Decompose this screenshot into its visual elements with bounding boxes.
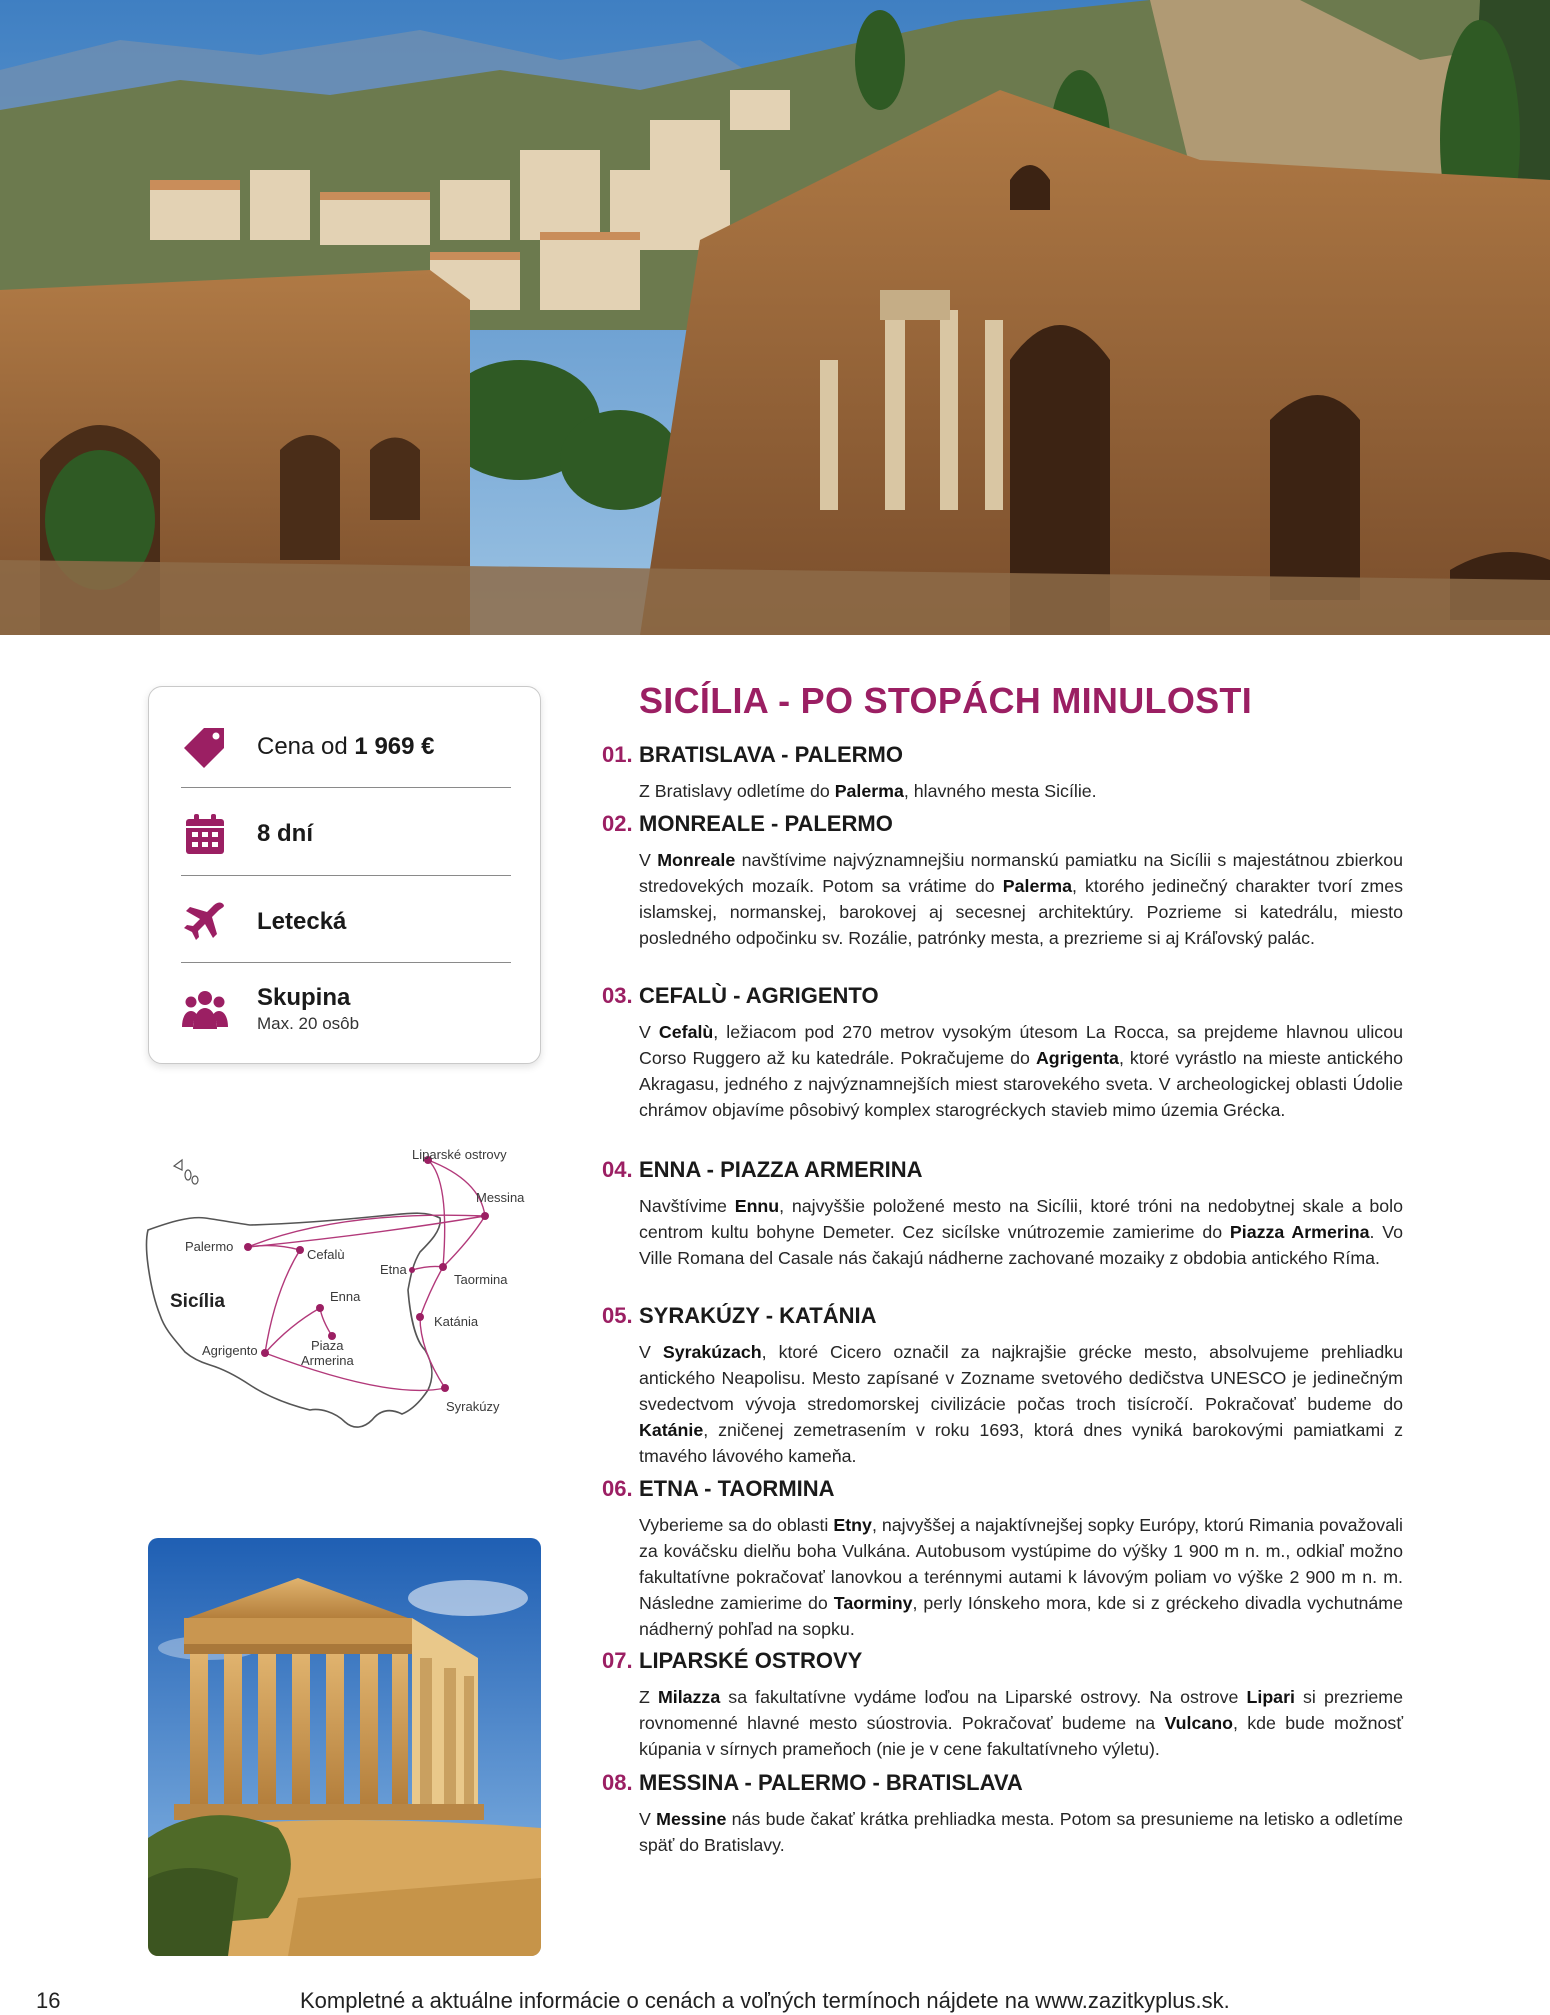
- day-heading: [602, 1770, 1402, 1796]
- highlighted-place: Ennu: [734, 1196, 780, 1216]
- description-text: V: [639, 1809, 657, 1829]
- description-text: Vyberieme sa do oblasti: [639, 1515, 834, 1535]
- node-cefalu: [296, 1246, 304, 1254]
- description-text: V: [639, 1022, 659, 1042]
- highlighted-place: Milazza: [657, 1687, 721, 1707]
- group-size: Max. 20 osôb: [257, 1014, 360, 1033]
- highlighted-place: Cefalù: [658, 1022, 714, 1042]
- description-text: Z Bratislavy odletíme do: [639, 781, 835, 801]
- day-description: [639, 1806, 1403, 1858]
- description-text: Z: [639, 1687, 658, 1707]
- day-title: SYRAKÚZY - KATÁNIA: [639, 1303, 877, 1328]
- transport-row: [181, 898, 511, 946]
- price-value: 1 969 €: [354, 733, 435, 760]
- description-text: . Vo Ville Romana del Casale nás čakajú nádherne zachované mozaiky z obdobia antického Ríma.: [639, 1222, 1403, 1268]
- temple-of-concordia-photo: [148, 1538, 541, 1956]
- description-text: , perly Iónskeho mora, kde si z gréckeho divadla vychutnáme nádherný pohľad na sopku.: [639, 1593, 1404, 1639]
- description-text: , najvyššej a najaktívnejšej sopky Európy, ktorú Rimania považovali za kováčsku dielňu boha Vulkána. Autobusom vystúpime do výšky 1 900 m n. m., odkiaľ možno fakultatívne pokračovať lanovkou a terénnymi autami k lávovým poliam vo výške 2 900 m n. m. Následne zamierime do: [639, 1515, 1403, 1613]
- day-number: 04.: [602, 1157, 633, 1182]
- node-palermo: [244, 1243, 252, 1251]
- card-divider: [181, 787, 511, 788]
- day-title: LIPARSKÉ OSTROVY: [639, 1648, 863, 1673]
- highlighted-place: Katánie: [639, 1420, 704, 1440]
- highlighted-place: Agrigenta: [1035, 1048, 1119, 1068]
- itinerary-day: [602, 1303, 1402, 1469]
- day-title: BRATISLAVA - PALERMO: [639, 742, 903, 767]
- map-label-cefalu: Cefalù: [307, 1247, 345, 1262]
- day-heading: [602, 1303, 1402, 1329]
- price-prefix: Cena od: [257, 733, 348, 760]
- description-text: , zničenej zemetrasením v roku 1693, ktorá dnes vyniká barokovými pamiatkami z tmavého lávového kameňa.: [639, 1420, 1403, 1466]
- page-number: 16: [36, 1988, 61, 2013]
- map-label-taormina: Taormina: [454, 1272, 508, 1287]
- temple-illustration: [148, 1538, 541, 1956]
- day-title: MONREALE - PALERMO: [639, 811, 893, 836]
- node-etna: [409, 1267, 415, 1273]
- map-label-piazza: Piaza: [311, 1338, 344, 1353]
- highlighted-place: Taorminy: [833, 1593, 913, 1613]
- highlighted-place: Palerma: [1002, 876, 1072, 896]
- day-description: [639, 778, 1403, 804]
- description-text: , ktorého jedinečný charakter tvorí zmes islamskej, normanskej, barokovej aj secesnej architektúry. Pozrieme si katedrálu, miesto posledného odpočinku sv. Rozálie, patrónky mesta, a prezrieme si aj Kráľovský palác.: [639, 876, 1403, 948]
- day-description: [639, 1193, 1403, 1271]
- day-number: 03.: [602, 983, 633, 1008]
- duration-row: [181, 810, 511, 858]
- highlighted-place: Vulcano: [1164, 1713, 1233, 1733]
- description-text: V: [639, 850, 658, 870]
- map-label-etna: Etna: [380, 1262, 407, 1277]
- highlighted-place: Etny: [833, 1515, 872, 1535]
- map-label-liparske: Liparské ostrovy: [412, 1147, 507, 1162]
- map-label-agrigento: Agrigento: [202, 1343, 258, 1358]
- map-label-enna: Enna: [330, 1289, 361, 1304]
- description-text: , kde bude možnosť kúpania v sírnych prameňoch (nie je v cene fakultatívneho výletu).: [639, 1713, 1403, 1759]
- description-text: , hlavného mesta Sicílie.: [903, 781, 1097, 801]
- itinerary-day: [602, 742, 1402, 804]
- map-label-palermo: Palermo: [185, 1239, 234, 1254]
- description-text: , ktoré Cicero označil za najkrajšie grécke mesto, absolvujeme prehliadku antického Neapolisu. Mesto zapísané v Zozname svetového dedičstva UNESCO je jedinečným svedectvom vývoja stredomorskej civilizácie počas troch tisícročí. Pokračovať budeme do: [639, 1342, 1403, 1414]
- map-label-syrakuzy: Syrakúzy: [446, 1399, 500, 1414]
- day-description: [639, 1512, 1403, 1642]
- map-region-label: Sicília: [170, 1291, 225, 1312]
- itinerary-day: [602, 1770, 1402, 1858]
- day-description: [639, 1339, 1403, 1469]
- card-divider: [181, 875, 511, 876]
- hero-illustration: [0, 0, 1550, 635]
- node-agrigento: [261, 1349, 269, 1357]
- highlighted-place: Lipari: [1246, 1687, 1295, 1707]
- day-heading: [602, 742, 1402, 768]
- day-heading: [602, 1648, 1402, 1674]
- day-number: 08.: [602, 1770, 633, 1795]
- highlighted-place: Syrakúzach: [662, 1342, 762, 1362]
- day-number: 06.: [602, 1476, 633, 1501]
- day-description: [639, 847, 1403, 951]
- node-enna: [316, 1304, 324, 1312]
- day-title: CEFALÙ - AGRIGENTO: [639, 983, 879, 1008]
- map-label-armerina: Armerina: [301, 1353, 354, 1368]
- highlighted-place: Palerma: [834, 781, 904, 801]
- calendar-icon: [181, 810, 229, 858]
- highlighted-place: Monreale: [657, 850, 736, 870]
- node-taormina: [439, 1263, 447, 1271]
- description-text: , ktoré vyrástlo na mieste antického Akragasu, jedného z najvýznamnejších miest starovekého sveta. V archeologickej oblasti Údolie chrámov objavíme pôsobivý komplex starogréckych stavieb mimo územia Grécka.: [639, 1048, 1404, 1120]
- price-row: [181, 723, 511, 771]
- day-description: [639, 1684, 1403, 1762]
- itinerary-day: [602, 1476, 1402, 1642]
- day-heading: [602, 1476, 1402, 1502]
- description-text: si prezrieme rovnomenné hlavné mesto súostrovia. Pokračovať budeme na: [639, 1687, 1403, 1733]
- day-number: 07.: [602, 1648, 633, 1673]
- map-label-katania: Katánia: [434, 1314, 479, 1329]
- airplane-icon: [181, 898, 229, 946]
- itinerary-day: [602, 1648, 1402, 1762]
- day-description: [639, 1019, 1403, 1123]
- price-tag-icon: [181, 723, 229, 771]
- description-text: navštívime najvýznamnejšiu normanskú pamiatku na Sicílii s majestátnou zbierkou stredovekých mozaík. Potom sa vrátime do: [639, 850, 1403, 896]
- day-number: 02.: [602, 811, 633, 836]
- description-text: , ležiacom pod 270 metrov vysokým útesom La Rocca, sa prejdeme hlavnou ulicou Corso Ruggero až ku katedrále. Pokračujeme do: [639, 1022, 1403, 1068]
- description-text: V: [639, 1342, 663, 1362]
- day-number: 05.: [602, 1303, 633, 1328]
- node-syrakuzy: [441, 1384, 449, 1392]
- highlighted-place: Piazza Armerina: [1229, 1222, 1370, 1242]
- hero-photo-taormina: [0, 0, 1550, 635]
- itinerary-day: [602, 811, 1402, 951]
- trip-info-card: [148, 686, 541, 1064]
- day-heading: [602, 1157, 1402, 1183]
- footer-info-text: Kompletné a aktuálne informácie o cenách a voľných termínoch nájdete na www.zazitkyplus.sk.: [300, 1988, 1230, 2013]
- day-title: ETNA - TAORMINA: [639, 1476, 835, 1501]
- description-text: Navštívime: [639, 1196, 735, 1216]
- description-text: nás bude čakať krátka prehliadka mesta. Potom sa presunieme na letisko a odletíme späť do Bratislavy.: [639, 1809, 1403, 1855]
- map-label-messina: Messina: [476, 1190, 525, 1205]
- duration-value: 8 dní: [257, 820, 314, 847]
- node-messina: [481, 1212, 489, 1220]
- day-number: 01.: [602, 742, 633, 767]
- description-text: , najvyššie položené mesto na Sicílii, ktoré tróni na nedobytnej skale a bolo centrom kultu bohyne Demeter. Cez sicílske vnútrozemie zamierime do: [639, 1196, 1404, 1242]
- group-row: [181, 984, 511, 1034]
- day-heading: [602, 983, 1402, 1009]
- group-icon: [181, 985, 229, 1033]
- sicily-route-map: [140, 1140, 540, 1470]
- day-title: ENNA - PIAZZA ARMERINA: [639, 1157, 923, 1182]
- itinerary-day: [602, 983, 1402, 1123]
- day-heading: [602, 811, 1402, 837]
- highlighted-place: Messine: [656, 1809, 727, 1829]
- day-title: MESSINA - PALERMO - BRATISLAVA: [639, 1770, 1023, 1795]
- description-text: sa fakultatívne vydáme loďou na Liparské ostrovy. Na ostrove: [720, 1687, 1247, 1707]
- itinerary-day: [602, 1157, 1402, 1271]
- tour-title: SICÍLIA - PO STOPÁCH MINULOSTI: [639, 680, 1253, 721]
- transport-value: Letecká: [257, 908, 347, 935]
- group-label: Skupina: [257, 984, 351, 1011]
- node-katania: [416, 1313, 424, 1321]
- card-divider: [181, 962, 511, 963]
